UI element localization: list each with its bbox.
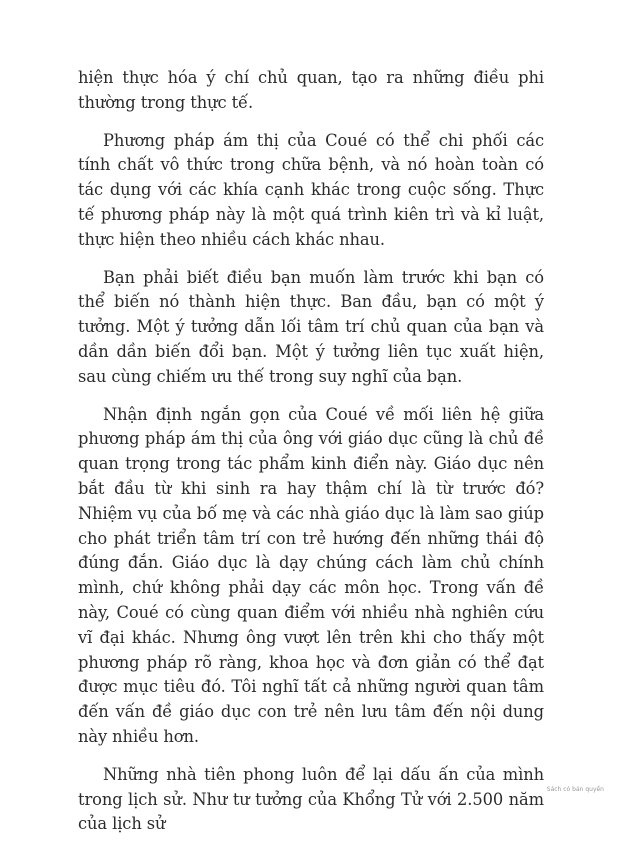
copyright-watermark: Sách có bản quyền	[546, 786, 604, 793]
paragraph-5: Những nhà tiên phong luôn để lại dấu ấn của mình trong lịch sử. Như tư tưởng của Khổng Tử với 2.500 năm của lịch sử	[78, 764, 544, 834]
page-body	[78, 66, 544, 850]
paragraph-4: Nhận định ngắn gọn của Coué về mối liên hệ giữa phương pháp ám thị của ông với giáo dục cũng là chủ đề quan trọng trong tác phẩm kinh điển này. Giáo dục nên bắt đầu từ khi sinh ra hay thậm chí là từ trước đó? Nhiệm vụ của bố mẹ và các nhà giáo dục là làm sao giúp cho phát triển tâm trí con trẻ hướng đến những thái độ đúng đắn. Giáo dục là dạy chúng cách làm chủ chính mình, chứ không phải dạy các môn học. Trong vấn đề này, Coué có cùng quan điểm với nhiều nhà nghiên cứu vĩ đại khác. Nhưng ông vượt lên trên khi cho thấy một phương pháp rõ ràng, khoa học và đơn giản có thể đạt được mục tiêu đó. Tôi nghĩ tất cả những người quan tâm đến vấn đề giáo dục con trẻ nên lưu tâm đến nội dung này nhiều hơn.	[78, 404, 544, 746]
paragraph-3: Bạn phải biết điều bạn muốn làm trước khi bạn có thể biến nó thành hiện thực. Ban đầu, bạn có một ý tưởng. Một ý tưởng dẫn lối tâm trí chủ quan của bạn và dần dần biến đổi bạn. Một ý tưởng liên tục xuất hiện, sau cùng chiếm ưu thế trong suy nghĩ của bạn.	[78, 267, 544, 386]
paragraph-2: Phương pháp ám thị của Coué có thể chi phối các tính chất vô thức trong chữa bệnh, và nó hoàn toàn có tác dụng với các khía cạnh khác trong cuộc sống. Thực tế phương pháp này là một quá trình kiên trì và kỉ luật, thực hiện theo nhiều cách khác nhau.	[78, 130, 544, 249]
paragraph-1: hiện thực hóa ý chí chủ quan, tạo ra những điều phi thường trong thực tế.	[78, 68, 544, 112]
